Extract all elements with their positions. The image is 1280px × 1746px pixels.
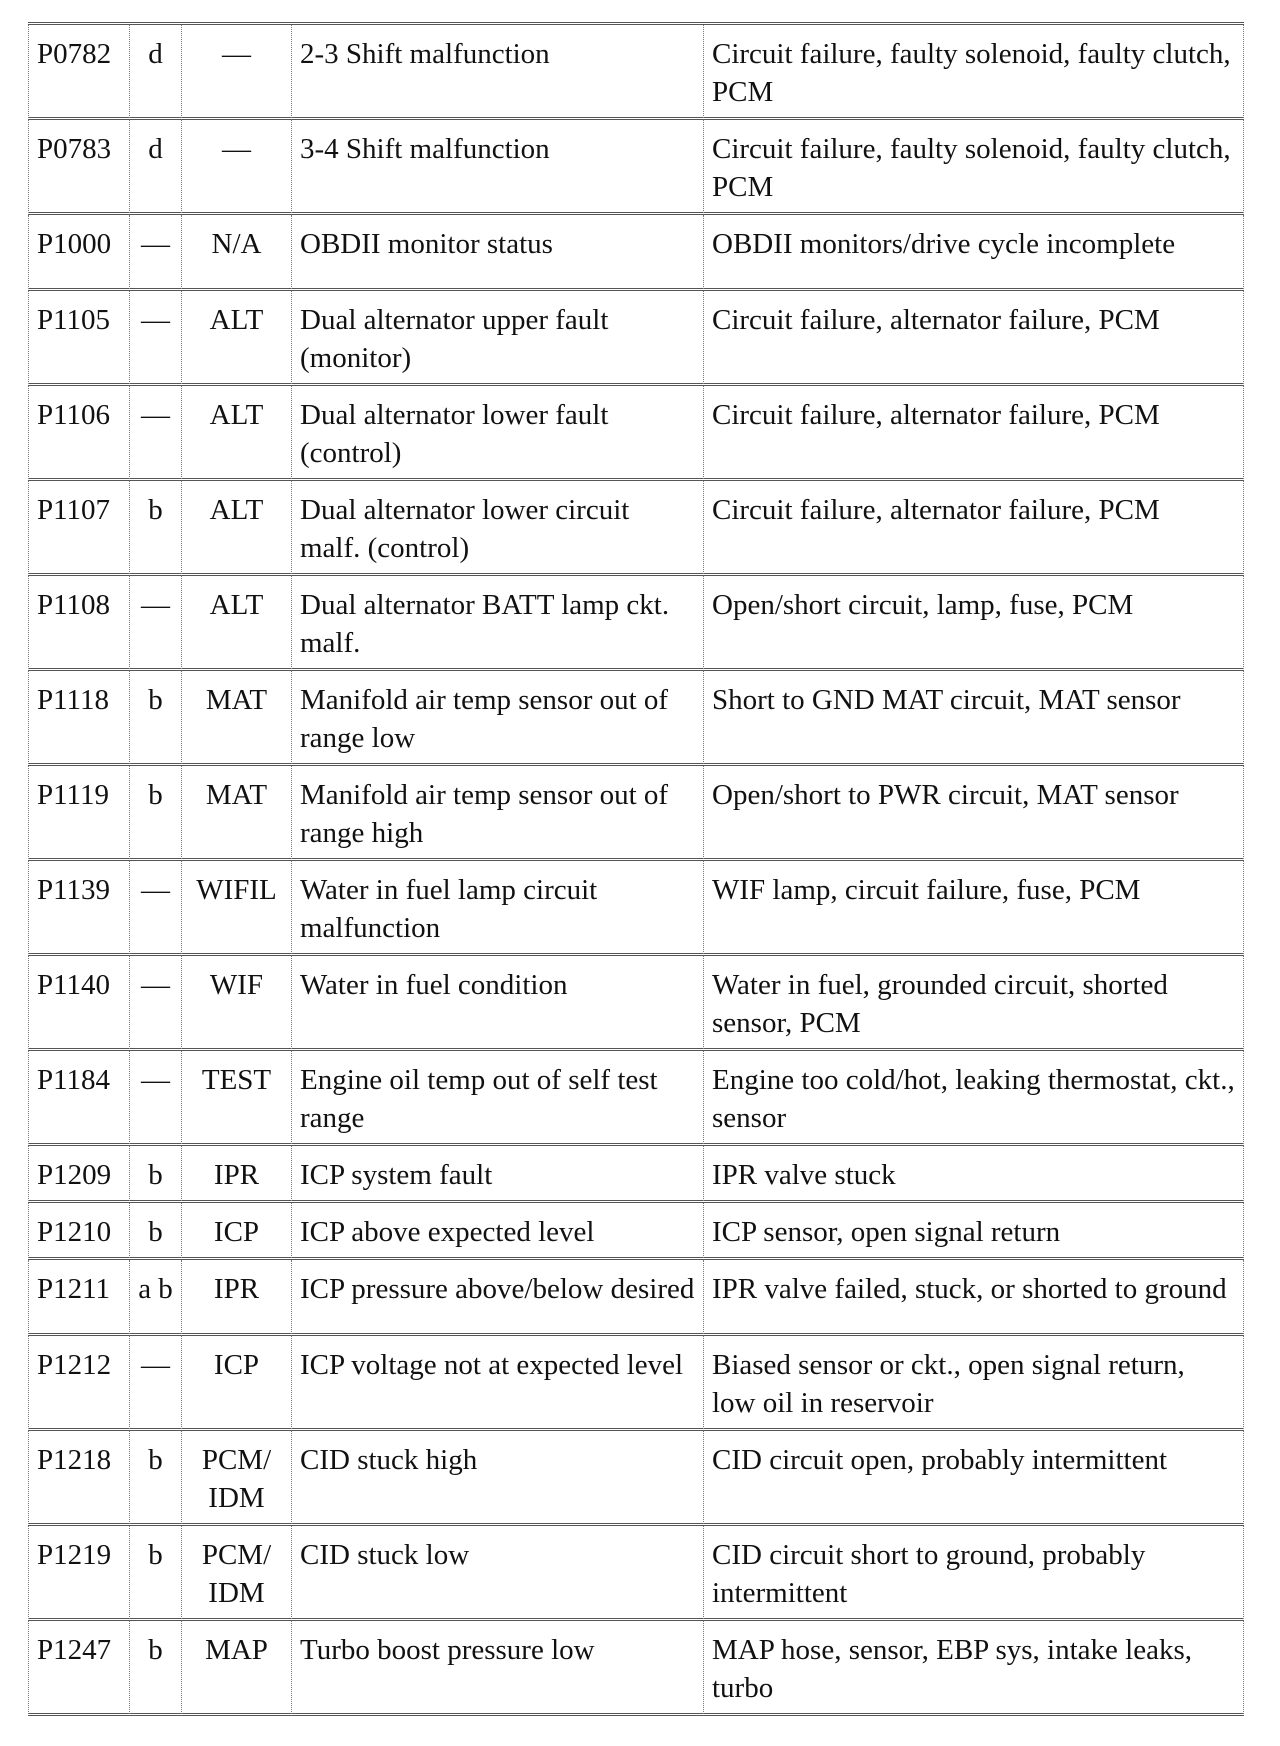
causes-cell: CID circuit open, probably intermittent — [704, 1431, 1244, 1526]
description-cell: Water in fuel condition — [292, 956, 704, 1051]
table-row — [28, 291, 1244, 386]
system-cell: ICP — [182, 1203, 292, 1260]
table-row — [28, 861, 1244, 956]
system-cell: ALT — [182, 291, 292, 386]
footnote-cell: d — [130, 25, 182, 120]
table-row — [28, 1203, 1244, 1260]
table-row — [28, 576, 1244, 671]
system-cell: ALT — [182, 576, 292, 671]
causes-cell: Short to GND MAT circuit, MAT sensor — [704, 671, 1244, 766]
system-cell: MAT — [182, 766, 292, 861]
system-cell: WIF — [182, 956, 292, 1051]
system-cell: ALT — [182, 386, 292, 481]
table-row — [28, 215, 1244, 291]
footnote-cell: — — [130, 861, 182, 956]
description-cell: Dual alternator upper fault (monitor) — [292, 291, 704, 386]
dtc-code-cell: P1118 — [28, 671, 130, 766]
causes-cell: MAP hose, sensor, EBP sys, intake leaks, turbo — [704, 1621, 1244, 1716]
description-cell: ICP above expected level — [292, 1203, 704, 1260]
table-row — [28, 120, 1244, 215]
footnote-cell: a b — [130, 1260, 182, 1336]
causes-cell: Circuit failure, faulty solenoid, faulty clutch, PCM — [704, 120, 1244, 215]
causes-cell: Circuit failure, faulty solenoid, faulty clutch, PCM — [704, 25, 1244, 120]
description-cell: Dual alternator lower circuit malf. (control) — [292, 481, 704, 576]
description-cell: OBDII monitor status — [292, 215, 704, 291]
dtc-code-cell: P1108 — [28, 576, 130, 671]
description-cell: Manifold air temp sensor out of range high — [292, 766, 704, 861]
causes-cell: IPR valve stuck — [704, 1146, 1244, 1203]
causes-cell: OBDII monitors/drive cycle incomplete — [704, 215, 1244, 291]
table-row — [28, 766, 1244, 861]
footnote-cell: — — [130, 1336, 182, 1431]
dtc-code-cell: P1139 — [28, 861, 130, 956]
system-cell: N/A — [182, 215, 292, 291]
dtc-code-cell: P1140 — [28, 956, 130, 1051]
footnote-cell: b — [130, 1203, 182, 1260]
table-row — [28, 481, 1244, 576]
system-cell: PCM/ IDM — [182, 1431, 292, 1526]
footnote-cell: b — [130, 481, 182, 576]
footnote-cell: — — [130, 956, 182, 1051]
table-row — [28, 1336, 1244, 1431]
footnote-cell: b — [130, 1431, 182, 1526]
system-cell: TEST — [182, 1051, 292, 1146]
causes-cell: Water in fuel, grounded circuit, shorted sensor, PCM — [704, 956, 1244, 1051]
description-cell: ICP voltage not at expected level — [292, 1336, 704, 1431]
footnote-cell: b — [130, 1146, 182, 1203]
footnote-cell: b — [130, 766, 182, 861]
table-row — [28, 1051, 1244, 1146]
dtc-code-cell: P1247 — [28, 1621, 130, 1716]
description-cell: CID stuck high — [292, 1431, 704, 1526]
causes-cell: Engine too cold/hot, leaking thermostat, ckt., sensor — [704, 1051, 1244, 1146]
footnote-cell: — — [130, 576, 182, 671]
causes-cell: Circuit failure, alternator failure, PCM — [704, 291, 1244, 386]
description-cell: Dual alternator lower fault (control) — [292, 386, 704, 481]
footnote-cell: d — [130, 120, 182, 215]
causes-cell: Circuit failure, alternator failure, PCM — [704, 481, 1244, 576]
footnote-cell: — — [130, 215, 182, 291]
description-cell: 2-3 Shift malfunction — [292, 25, 704, 120]
causes-cell: WIF lamp, circuit failure, fuse, PCM — [704, 861, 1244, 956]
causes-cell: Biased sensor or ckt., open signal return, low oil in reservoir — [704, 1336, 1244, 1431]
description-cell: Turbo boost pressure low — [292, 1621, 704, 1716]
system-cell: — — [182, 25, 292, 120]
table-row — [28, 1146, 1244, 1203]
causes-cell: Open/short to PWR circuit, MAT sensor — [704, 766, 1244, 861]
dtc-code-cell: P1219 — [28, 1526, 130, 1621]
causes-cell: Open/short circuit, lamp, fuse, PCM — [704, 576, 1244, 671]
system-cell: — — [182, 120, 292, 215]
table-row — [28, 671, 1244, 766]
dtc-code-cell: P1106 — [28, 386, 130, 481]
description-cell: Manifold air temp sensor out of range low — [292, 671, 704, 766]
dtc-code-cell: P1105 — [28, 291, 130, 386]
description-cell: ICP pressure above/below desired — [292, 1260, 704, 1336]
dtc-table — [28, 22, 1244, 1716]
dtc-code-cell: P0783 — [28, 120, 130, 215]
system-cell: ICP — [182, 1336, 292, 1431]
footnote-cell: b — [130, 1526, 182, 1621]
table-row — [28, 1526, 1244, 1621]
system-cell: WIFIL — [182, 861, 292, 956]
table-row — [28, 1621, 1244, 1716]
dtc-code-cell: P1212 — [28, 1336, 130, 1431]
description-cell: Dual alternator BATT lamp ckt. malf. — [292, 576, 704, 671]
system-cell: MAP — [182, 1621, 292, 1716]
causes-cell: ICP sensor, open signal return — [704, 1203, 1244, 1260]
description-cell: Water in fuel lamp circuit malfunction — [292, 861, 704, 956]
dtc-code-cell: P1000 — [28, 215, 130, 291]
dtc-code-cell: P1107 — [28, 481, 130, 576]
description-cell: 3-4 Shift malfunction — [292, 120, 704, 215]
footnote-cell: — — [130, 386, 182, 481]
description-cell: Engine oil temp out of self test range — [292, 1051, 704, 1146]
system-cell: IPR — [182, 1146, 292, 1203]
causes-cell: IPR valve failed, stuck, or shorted to ground — [704, 1260, 1244, 1336]
table-row — [28, 956, 1244, 1051]
footnote-cell: — — [130, 1051, 182, 1146]
dtc-code-cell: P0782 — [28, 25, 130, 120]
dtc-code-cell: P1211 — [28, 1260, 130, 1336]
system-cell: ALT — [182, 481, 292, 576]
description-cell: CID stuck low — [292, 1526, 704, 1621]
table-row — [28, 25, 1244, 120]
causes-cell: CID circuit short to ground, probably intermittent — [704, 1526, 1244, 1621]
footnote-cell: b — [130, 1621, 182, 1716]
table-row — [28, 386, 1244, 481]
causes-cell: Circuit failure, alternator failure, PCM — [704, 386, 1244, 481]
table-row — [28, 1431, 1244, 1526]
dtc-code-cell: P1184 — [28, 1051, 130, 1146]
dtc-table-body — [28, 25, 1244, 1716]
footnote-cell: b — [130, 671, 182, 766]
dtc-code-cell: P1210 — [28, 1203, 130, 1260]
dtc-code-cell: P1119 — [28, 766, 130, 861]
system-cell: IPR — [182, 1260, 292, 1336]
description-cell: ICP system fault — [292, 1146, 704, 1203]
table-row — [28, 1260, 1244, 1336]
dtc-code-cell: P1218 — [28, 1431, 130, 1526]
footnote-cell: — — [130, 291, 182, 386]
system-cell: PCM/ IDM — [182, 1526, 292, 1621]
system-cell: MAT — [182, 671, 292, 766]
dtc-code-cell: P1209 — [28, 1146, 130, 1203]
